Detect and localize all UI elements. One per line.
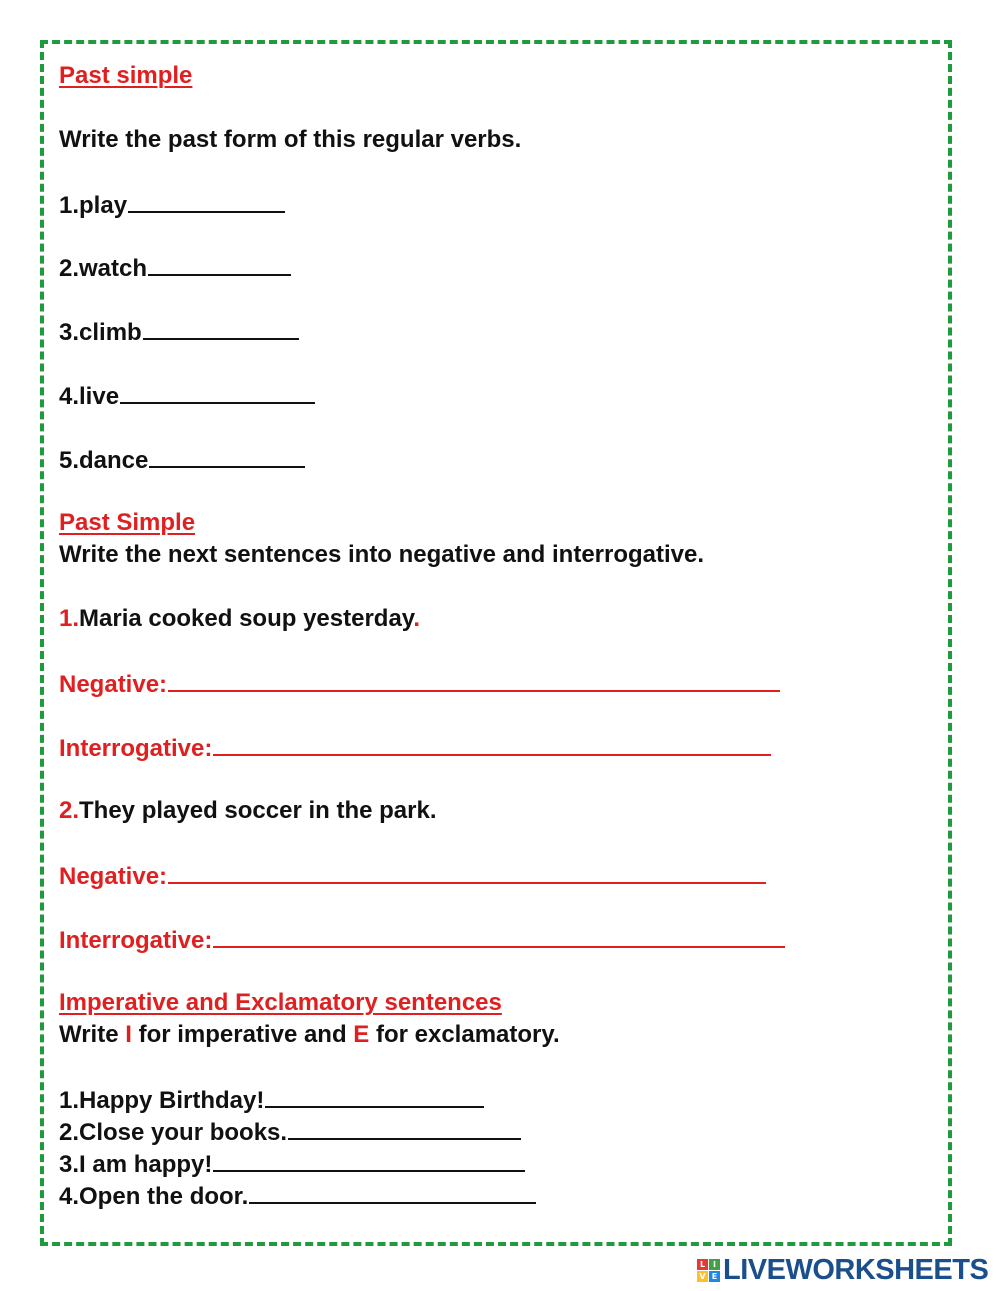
sentence-type-item bbox=[59, 1116, 521, 1148]
answer-blank[interactable] bbox=[128, 189, 285, 213]
verb-label: 3.climb bbox=[59, 319, 142, 346]
sentence-type-item bbox=[59, 1084, 484, 1116]
logo-cube-l: L bbox=[697, 1259, 708, 1270]
exclamatory-letter: E bbox=[353, 1021, 370, 1048]
logo-cube-i: I bbox=[709, 1259, 720, 1270]
interrogative-row bbox=[59, 924, 785, 956]
section-instruction bbox=[59, 1020, 560, 1050]
section-instruction: Write the past form of this regular verbs. bbox=[59, 126, 522, 153]
verb-label: 5.dance bbox=[59, 447, 149, 474]
instruction-text: for imperative and bbox=[131, 1021, 354, 1048]
logo-cube-e: E bbox=[709, 1271, 720, 1282]
logo-cubes-icon bbox=[697, 1259, 720, 1282]
instruction-text: for exclamatory. bbox=[369, 1021, 560, 1048]
instruction-text: Write bbox=[59, 1021, 126, 1048]
answer-blank[interactable] bbox=[143, 316, 299, 340]
sentence-label: 4.Open the door. bbox=[59, 1183, 249, 1210]
verb-label: 2.watch bbox=[59, 255, 148, 282]
verb-label: 4.live bbox=[59, 383, 120, 410]
sentence-text: They played soccer in the park. bbox=[79, 797, 437, 824]
answer-blank[interactable] bbox=[213, 1148, 525, 1172]
answer-blank[interactable] bbox=[288, 1116, 521, 1140]
verb-item bbox=[59, 189, 285, 221]
sentence-type-item bbox=[59, 1180, 536, 1212]
interrogative-label: Interrogative: bbox=[59, 927, 213, 954]
imperative-letter: I bbox=[125, 1021, 132, 1048]
sentence-item bbox=[59, 796, 436, 826]
answer-blank[interactable] bbox=[149, 444, 305, 468]
sentence-type-item bbox=[59, 1148, 525, 1180]
sentence-number: 1. bbox=[59, 605, 80, 632]
sentence-label: 2.Close your books. bbox=[59, 1119, 288, 1146]
liveworksheets-logo bbox=[697, 1254, 988, 1286]
verb-item bbox=[59, 444, 305, 476]
interrogative-row bbox=[59, 732, 771, 764]
answer-blank[interactable] bbox=[120, 380, 315, 404]
sentence-text: Maria cooked soup yesterday bbox=[79, 605, 414, 632]
verb-item bbox=[59, 252, 291, 284]
sentence-label: 3.I am happy! bbox=[59, 1151, 213, 1178]
sentence-label: 1.Happy Birthday! bbox=[59, 1087, 265, 1114]
verb-item bbox=[59, 316, 299, 348]
section-title-imperative-exclamatory: Imperative and Exclamatory sentences bbox=[59, 989, 502, 1016]
negative-row bbox=[59, 668, 780, 700]
verb-item bbox=[59, 380, 315, 412]
interrogative-label: Interrogative: bbox=[59, 735, 213, 762]
logo-cube-v: V bbox=[697, 1271, 708, 1282]
negative-label: Negative: bbox=[59, 863, 168, 890]
sentence-item bbox=[59, 604, 420, 634]
sentence-number: 2. bbox=[59, 797, 80, 824]
negative-answer-blank[interactable] bbox=[168, 860, 766, 884]
verb-label: 1.play bbox=[59, 192, 128, 219]
section-instruction: Write the next sentences into negative and interrogative. bbox=[59, 541, 705, 568]
answer-blank[interactable] bbox=[249, 1180, 536, 1204]
interrogative-answer-blank[interactable] bbox=[213, 732, 771, 756]
interrogative-answer-blank[interactable] bbox=[213, 924, 785, 948]
section-title-past-simple: Past simple bbox=[59, 62, 193, 89]
section-title-past-simple-2: Past Simple bbox=[59, 509, 196, 536]
answer-blank[interactable] bbox=[148, 252, 291, 276]
negative-row bbox=[59, 860, 766, 892]
negative-label: Negative: bbox=[59, 671, 168, 698]
logo-wordmark: LIVEWORKSHEETS bbox=[723, 1253, 989, 1286]
answer-blank[interactable] bbox=[265, 1084, 484, 1108]
sentence-period: . bbox=[413, 605, 421, 632]
negative-answer-blank[interactable] bbox=[168, 668, 780, 692]
